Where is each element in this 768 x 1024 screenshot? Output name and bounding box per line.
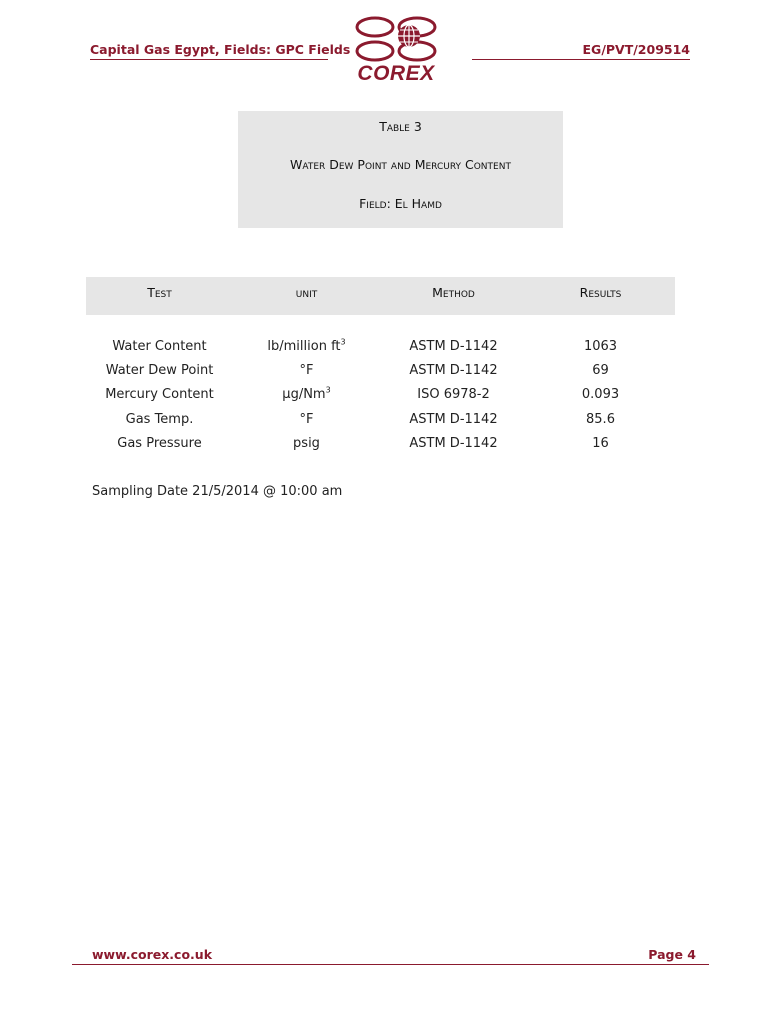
unit-text: psig xyxy=(293,436,320,451)
table-row xyxy=(0,363,768,385)
footer-page-number: Page 4 xyxy=(648,947,696,962)
cell-result: 0.093 xyxy=(581,387,620,402)
cell-test: Gas Pressure xyxy=(117,436,202,451)
table-header-row xyxy=(86,277,675,315)
table-title-box xyxy=(238,111,563,228)
unit-text: °F xyxy=(299,363,314,378)
cell-result: 16 xyxy=(592,436,609,451)
cell-unit xyxy=(233,436,380,451)
header-client-field: Capital Gas Egypt, Fields: GPC Fields xyxy=(90,42,328,60)
footer-divider xyxy=(72,964,709,965)
logo-wordmark: COREX xyxy=(357,62,435,85)
header-results: Results xyxy=(579,285,622,300)
cell-test: Mercury Content xyxy=(105,387,214,402)
cell-unit xyxy=(233,387,380,402)
cell-method: ASTM D-1142 xyxy=(409,412,498,427)
unit-text: µg/Nm xyxy=(282,387,326,402)
table-row xyxy=(0,436,768,458)
sampling-date: Sampling Date 21/5/2014 @ 10:00 am xyxy=(92,484,343,499)
table-row xyxy=(0,412,768,434)
cell-unit xyxy=(233,339,380,354)
header-report-number: EG/PVT/209514 xyxy=(472,42,690,60)
cell-method: ASTM D-1142 xyxy=(409,363,498,378)
cell-unit xyxy=(233,363,380,378)
corex-logo xyxy=(350,14,442,86)
header-test: Test xyxy=(147,285,172,300)
unit-text: lb/million ft xyxy=(267,339,341,354)
table-field: Field: El Hamd xyxy=(359,196,442,211)
cell-test: Gas Temp. xyxy=(125,412,194,427)
table-number: Table 3 xyxy=(379,119,422,134)
cell-test: Water Content xyxy=(112,339,207,354)
table-title: Water Dew Point and Mercury Content xyxy=(290,157,511,172)
table-row xyxy=(0,387,768,409)
cell-result: 85.6 xyxy=(586,412,615,427)
unit-superscript: 3 xyxy=(325,385,331,395)
cell-result: 1063 xyxy=(583,339,618,354)
unit-superscript: 3 xyxy=(340,337,346,347)
cell-test: Water Dew Point xyxy=(105,363,214,378)
cell-method: ISO 6978-2 xyxy=(417,387,490,402)
cell-method: ASTM D-1142 xyxy=(409,436,498,451)
corex-logo-icon xyxy=(350,14,442,64)
cell-result: 69 xyxy=(592,363,609,378)
cell-unit xyxy=(233,412,380,427)
footer-website-link[interactable]: www.corex.co.uk xyxy=(92,947,213,962)
header-method: Method xyxy=(432,285,475,300)
cell-method: ASTM D-1142 xyxy=(409,339,498,354)
table-row xyxy=(0,339,768,361)
unit-text: °F xyxy=(299,412,314,427)
header-unit: unit xyxy=(295,285,318,300)
